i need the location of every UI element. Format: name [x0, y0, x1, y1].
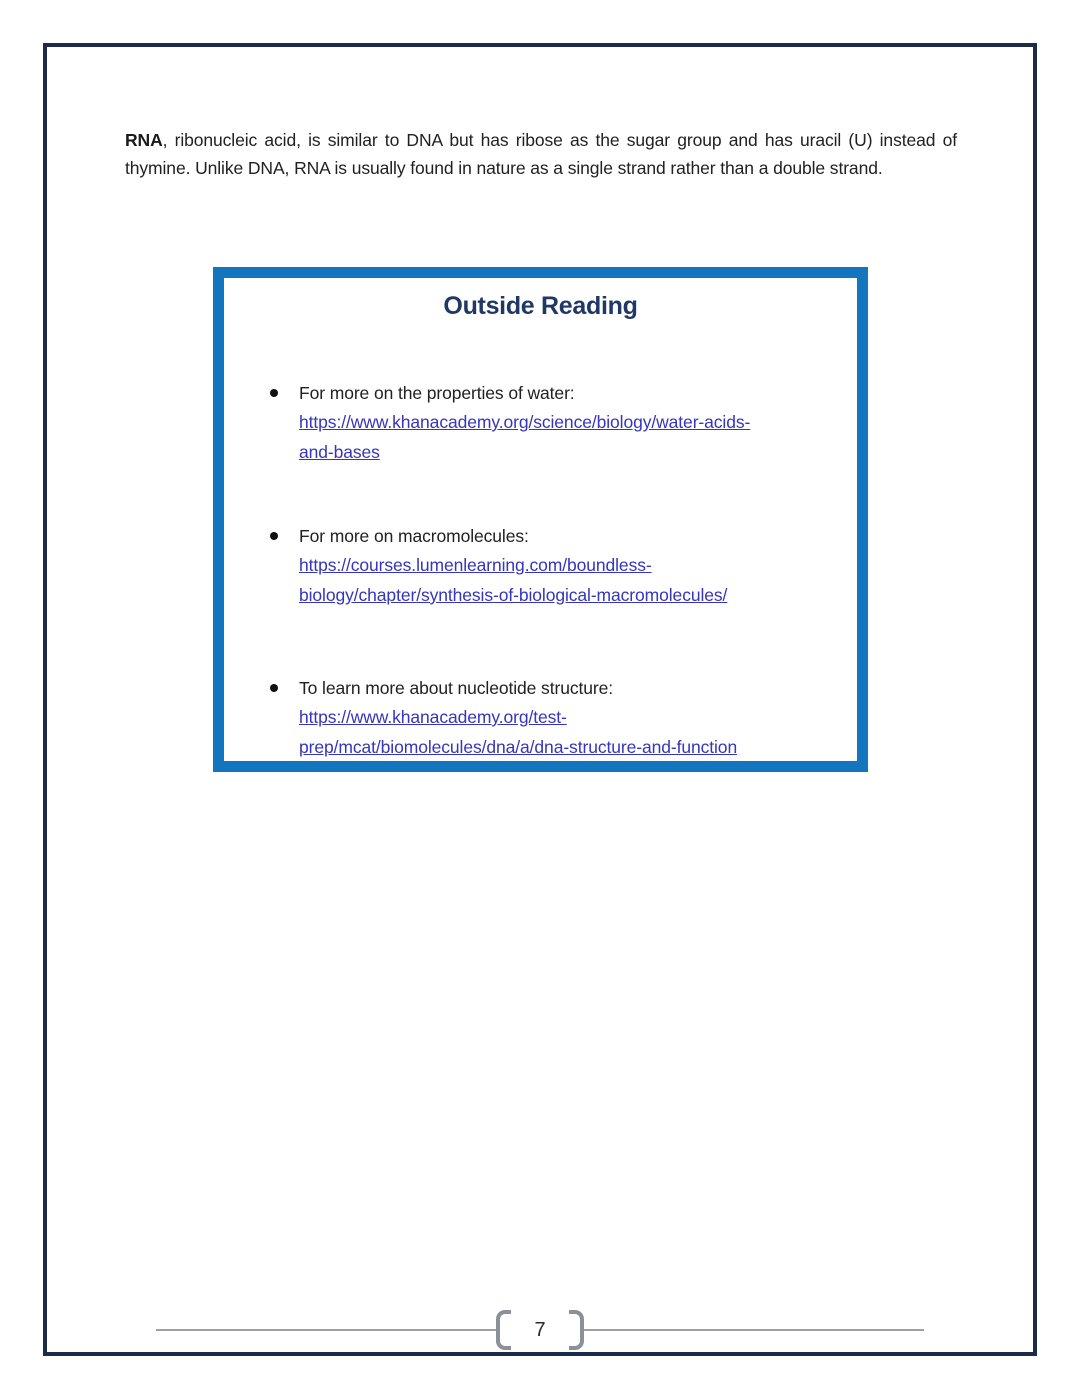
outside-reading-title: Outside Reading [443, 292, 638, 320]
list-item-label: For more on macromolecules: [299, 526, 529, 546]
list-item-body [299, 379, 823, 467]
list-item-link [299, 702, 823, 762]
left-bracket-decoration [496, 1310, 511, 1350]
footer-rule-right [584, 1329, 924, 1331]
page-number: 7 [534, 1318, 546, 1341]
hyperlink-macromolecules-line2[interactable]: biology/chapter/synthesis-of-biological-macromolecules/ [299, 585, 728, 605]
intro-paragraph-lead: RNA [125, 130, 163, 150]
right-bracket-decoration [569, 1310, 584, 1350]
list-item-label: For more on the properties of water: [299, 383, 575, 403]
list-item [270, 522, 823, 610]
hyperlink-nucleotide-line1[interactable]: https://www.khanacademy.org/test- [299, 707, 567, 727]
list-item-label: To learn more about nucleotide structure: [299, 678, 613, 698]
list-item [270, 674, 823, 762]
footer-rule-left [156, 1329, 496, 1331]
intro-paragraph-text: , ribonucleic acid, is similar to DNA but has ribose as the sugar group and has uracil (U) instead of thymine. Unlike DNA, RNA is usually found in nature as a single strand rather than a double strand. [125, 130, 957, 178]
list-item-link [299, 407, 823, 467]
hyperlink-nucleotide-line2[interactable]: prep/mcat/biomolecules/dna/a/dna-structure-and-function [299, 737, 738, 757]
outside-reading-list [224, 379, 857, 762]
intro-paragraph [125, 126, 957, 182]
hyperlink-macromolecules-line1[interactable]: https://courses.lumenlearning.com/boundless- [299, 555, 652, 575]
list-item-link [299, 550, 823, 610]
list-item [270, 379, 823, 467]
bullet-dot-icon [270, 532, 278, 540]
bullet-dot-icon [270, 389, 278, 397]
hyperlink-water-line1[interactable]: https://www.khanacademy.org/science/biology/water-acids- [299, 412, 751, 432]
bullet-dot-icon [270, 684, 278, 692]
list-item-body [299, 674, 823, 762]
outside-reading-box [213, 267, 868, 772]
hyperlink-water-line2[interactable]: and-bases [299, 442, 380, 462]
list-item-body [299, 522, 823, 610]
page-footer [0, 1310, 1080, 1350]
